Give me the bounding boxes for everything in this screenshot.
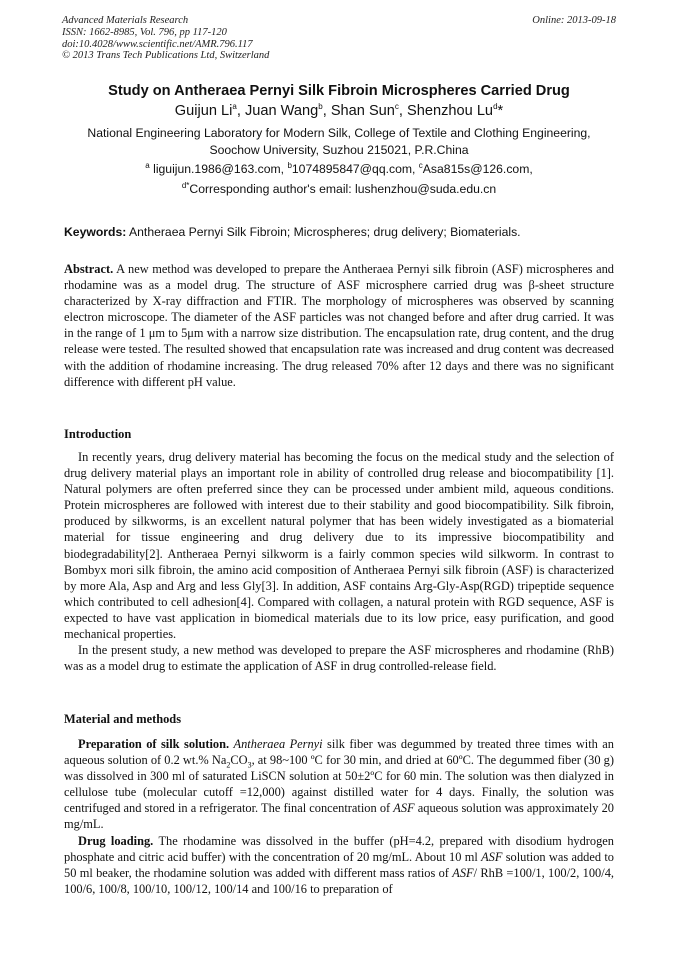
methods-paragraph-drug-loading — [64, 833, 614, 897]
online-date: Online: 2013-09-18 — [532, 15, 616, 26]
text-run: The rhodamine was dissolved in the buffer (pH=4.2, prepared with disodium hydrogen phosphate and citric acid buffer) with the concentration of 20 mg/mL. About 10 ml — [64, 833, 615, 864]
author-mark: b — [318, 102, 323, 112]
email-mark: a — [145, 161, 150, 171]
issn-line: ISSN: 1662-8985, Vol. 796, pp 117-120 — [62, 26, 227, 38]
methods-paragraph-preparation — [64, 736, 614, 833]
corresponding-line — [40, 179, 638, 199]
title-block — [40, 82, 638, 199]
introduction-paragraph: In recently years, drug delivery material has becoming the focus on the medical study and the selection of drug delivery material plays an important role in ability of controlled drug release and biocompatibility [1]. Natural polymers are often preferred since they can be processed under ambient mild, aqueous conditions. Protein microspheres are followed with interest due to their stability and good biocompatibility. Silk fibroin, produced by silkworms, is an excellent natural polymer that has been widely investigated as a biomaterial material for tissue engineering and drug delivery due to its impressive biocompatibility and biodegradability[2]. Antheraea Pernyi silkworm is a fairly common species wild silkworm. In contrast to Bombyx mori silk fibroin, the amino acid composition of Antheraea Pernyi silk fibroin (ASF) is characterized by more Ala, Asp and Arg and less Gly[3]. In addition, ASF contains Arg-Gly-Asp(RGD) tripeptide sequence which contributed to cell adhesion[4]. Compared with collagen, a natural protein with RGD sequence, ASF is expected to have vast application in biomedical materials due to its low price, easy purification, and good mechanical properties. — [64, 450, 614, 642]
email-mark: c — [418, 161, 423, 171]
author-separator: * — [497, 103, 504, 119]
author-separator: , — [236, 103, 245, 119]
author-name: Shan Sun — [330, 103, 395, 119]
section-heading-methods: Material and methods — [64, 712, 182, 726]
email-a: liguijun.1986@163.com, — [149, 162, 288, 177]
author-separator: , — [322, 103, 331, 119]
email-mark: d* — [181, 181, 190, 191]
keywords-text: Antheraea Pernyi Silk Fibroin; Microspheres; drug delivery; Biomaterials. — [126, 225, 521, 239]
subsection-label: Drug loading. — [78, 833, 154, 848]
abstract-text: A new method was developed to prepare the Antheraea Pernyi silk fibroin (ASF) microspheres and rhodamine was as a model drug. The structure of ASF microsphere carried drug was β-sheet structure characterized by X-ray diffraction and FTIR. The morphology of microspheres was observed by scanning electron microscope. The diameter of the ASF particles was not changed before and after drug carried. It was in the range of 1 μm to 5μm with a narrow size distribution. The encapsulation rate, drug content, and the drug release were tested. The resulted showed that encapsulation rate was increased and drug content was decreased with the addition of rhodamine increasing. The drug released 70% after 12 days and there was no significant difference with different pH value. — [64, 262, 614, 389]
italic-term: ASF — [481, 849, 503, 864]
text-run: , at 98~100 ºC for 30 min, and dried at 60ºC. The degummed fiber (30 g) was dissolved in 300 ml of saturated LiSCN solution at 50±2ºC for 60 min. The solution was then dialyzed in cellulose tube (molecular cutoff =12,000) against distilled water for 4 days. Finally, the solution was centrifuged and stored in a refrigerator. The final concentration of — [64, 753, 615, 816]
affiliation-line: National Engineering Laboratory for Modern Silk, College of Textile and Clothing Engineering, — [87, 126, 591, 140]
italic-term: ASF — [393, 801, 415, 816]
journal-name: Advanced Materials Research — [62, 15, 189, 26]
introduction-body — [64, 449, 614, 674]
abstract — [64, 261, 614, 390]
journal-header — [62, 15, 616, 62]
species-name: Antheraea Pernyi — [233, 737, 323, 751]
email-b: 1074895847@qq.com, — [291, 162, 419, 177]
keywords-label: Keywords: — [64, 225, 127, 239]
author-mark: a — [232, 102, 237, 112]
email-mark: b — [287, 161, 292, 171]
paper-title: Study on Antheraea Pernyi Silk Fibroin Microspheres Carried Drug — [108, 83, 570, 99]
text-run: silk fiber was degummed by treated three times with an aqueous solution of 0.2 wt.% Na — [64, 737, 614, 768]
text-run: solution was added to 50 ml beaker, the rhodamine solution was added with different mass ratios of — [64, 849, 614, 880]
abstract-label: Abstract. — [64, 262, 114, 276]
text-run: CO — [230, 753, 248, 768]
email-list — [40, 159, 638, 199]
affiliation — [40, 125, 638, 158]
subscript: 3 — [247, 760, 252, 770]
italic-term: ASF — [452, 865, 474, 880]
text-run: aqueous solution was approximately 20 mg/mL. — [64, 801, 614, 832]
doi-line: doi:10.4028/www.scientific.net/AMR.796.117 — [62, 38, 253, 50]
copyright-line: © 2013 Trans Tech Publications Ltd, Switzerland — [62, 50, 270, 62]
author-mark: d — [493, 102, 498, 112]
author-mark: c — [394, 102, 399, 112]
introduction-paragraph: In the present study, a new method was developed to prepare the ASF microspheres and rhodamine (RhB) was as a model drug to estimate the application of ASF in drug controlled-release field. — [64, 643, 614, 674]
author-name: Guijun Li — [174, 103, 233, 119]
affiliation-line: Soochow University, Suzhou 215021, P.R.China — [209, 142, 469, 157]
email-c: Asa815s@126.com, — [422, 162, 533, 177]
methods-body — [64, 736, 614, 897]
email-line — [40, 159, 638, 179]
author-name: Shenzhou Lu — [407, 103, 494, 119]
author-name: Juan Wang — [244, 103, 319, 119]
text-run: / RhB =100/1, 100/2, 100/4, 100/6, 100/8, 100/10, 100/12, 100/14 and 100/16 to preparation of — [64, 865, 614, 896]
subscript: 2 — [226, 760, 231, 770]
author-list — [40, 101, 638, 121]
corresponding-email: Corresponding author's email: lushenzhou@suda.edu.cn — [189, 182, 497, 197]
keywords — [64, 224, 614, 240]
subsection-label: Preparation of silk solution. — [78, 737, 230, 751]
section-heading-introduction: Introduction — [64, 427, 132, 441]
author-separator: , — [398, 103, 408, 119]
